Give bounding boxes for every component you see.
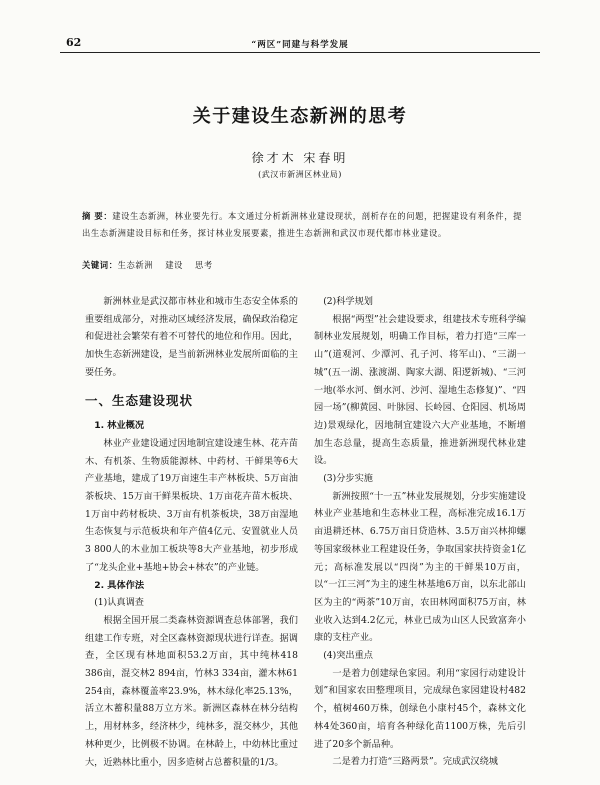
- running-header: [0, 0, 600, 52]
- abstract-label: 摘 要：: [82, 211, 113, 221]
- subsection-heading: 2. 具体作法: [94, 579, 145, 591]
- section-heading: 一、生态建设现状: [85, 392, 194, 408]
- article-authors: 徐才木 宋春明: [251, 151, 349, 165]
- body-paragraph: 根据“两型”社会建设要求，组建技术专班科学编制林业发展规划，明确工作目标，着力打造“三库一山”(道观河、少潭河、孔子河、将军山)、“三湖一城”(五一湖、涨渡湖、陶家大湖、阳逻新城)、“三河一地(举水河、倒水河、沙河、湿地生态修复)”、“四园一场”(柳黄园、叶脉园、长岭园、仓阳园、机场周边)景观绿化，因地制宜建设六大产业基地，不断增加生态总量，提高生态质量，推进新洲现代林业建设。: [314, 313, 526, 467]
- item-heading: (4)突出重点: [323, 650, 373, 662]
- body-paragraph: 根据全国开展二类森林资源调查总体部署，我们组建工作专班，对全区森林资源现状进行详查。据调查，全区现有林地面积53.2万亩，其中纯林418 386亩，混交林2 894亩，竹林3 334亩，灌木林61 254亩，森林覆盖率23.9%，林木绿化率25.13%，活立木蓄积量88万立方米。新洲区森林在林分结构上，用材林多，经济林少，纯林多，混交林少，其他林种更少，比例极不协调。在林龄上，中幼林比重过大，近熟林比重小，因多造树占总蓄积量的1/3。: [85, 614, 298, 768]
- item-heading: (3)分步实施: [323, 473, 373, 485]
- keyword: 生态新洲: [117, 260, 154, 270]
- keywords-label: 关键词：: [82, 260, 118, 270]
- body-paragraph: 林业产业建设通过因地制宜建设速生林、花卉苗木、有机茶、生物质能源林、中药材、干鲜果等6大产业基地，建成了19万亩速生丰产林板块、5万亩油茶板块、15万亩干鲜果板块、1万亩花卉苗木板块、1万亩中药材板块、3万亩有机茶板块，38万亩湿地生态恢复与示范板块和年产值4亿元、安置就业人员3 800人的木业加工板块等8大产业基地，初步形成了“龙头企业+基地+协会+林农”的产业链。: [85, 437, 298, 573]
- keyword: 建设: [165, 260, 183, 270]
- body-paragraph: 一是着力创建绿色家园。利用“家园行动建设计划”和国家农田整理项目，完成绿色家园建设村482个，植树460万株，创绿色小康村45个，森林文化林4处360亩，培育各种绿化苗1100万株，先后引进了20多个新品种。: [314, 667, 526, 750]
- item-heading: (2)科学规划: [323, 296, 373, 307]
- abstract-text: 建设生态新洲，林业要先行。本文通过分析新洲林业建设现状，剖析存在的问题，把握建设有利条件，提出生态新洲建设目标和任务，探讨林业发展要素，推进生态新洲和武汉市现代都市林业建设。: [82, 211, 522, 238]
- article-title: 关于建设生态新洲的思考: [192, 106, 408, 127]
- page-number: 62: [66, 36, 82, 49]
- intro-paragraph: 新洲林业是武汉都市林业和城市生态安全体系的重要组成部分，对推动区域经济发展，确保政治稳定和促进社会繁荣有着不可替代的地位和作用。因此，加快生态新洲建设，是当前新洲林业发展所面临的主要任务。: [85, 296, 298, 378]
- abstract: [82, 208, 522, 241]
- right-column: [314, 293, 526, 771]
- keyword: 思考: [194, 260, 213, 270]
- body-paragraph: 新洲按照“十一五”林业发展规划，分步实施建设林业产业基地和生态林业工程，高标准完成16.1万亩退耕还林、6.75万亩日贷造林、3.5万亩兴林抑螺等国家级林业工程建设任务，争取国家扶持资金1亿元；高标准发展以“四岗”为主的干鲜果10万亩，以“一江三河”为主的速生林基地6万亩，以东北部山区为主的“两茶”10万亩，农田林网面积75万亩，林业收入达到4.2亿元，林业已成为山区人民致富奔小康的支柱产业。: [314, 490, 526, 644]
- journal-name: “两区”同建与科学发展: [251, 40, 349, 50]
- body-paragraph: 二是着力打造“三路两景”。完成武汉绕城: [332, 756, 498, 768]
- subsection-heading: 1. 林业概况: [94, 420, 145, 432]
- keywords: [82, 259, 522, 271]
- article-affiliation: (武汉市新洲区林业局): [258, 170, 342, 179]
- header-rule: [60, 52, 540, 53]
- left-column: [85, 293, 298, 771]
- item-heading: (1)认真调查: [94, 597, 144, 609]
